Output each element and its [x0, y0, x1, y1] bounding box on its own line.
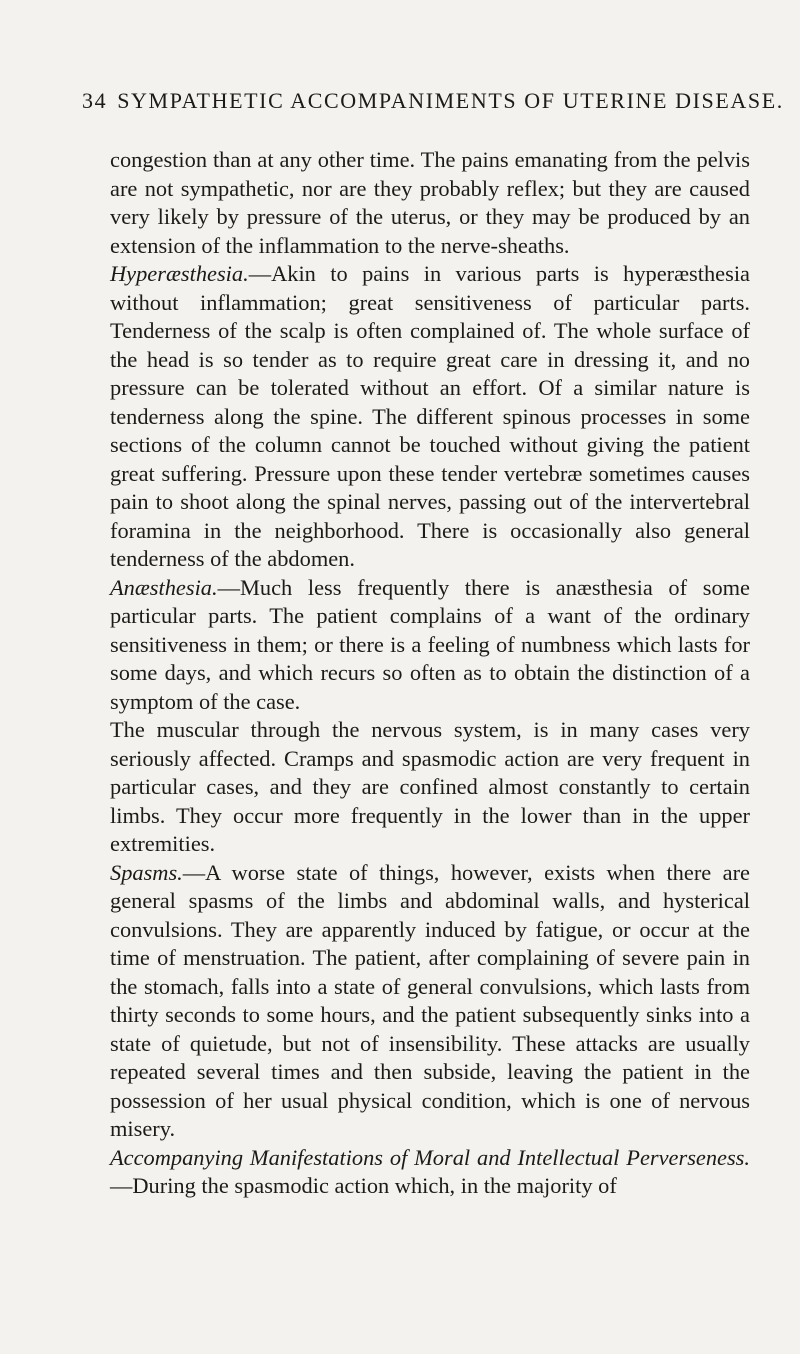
- section-lead: Anæsthesia.: [110, 574, 218, 600]
- running-head: [82, 88, 784, 114]
- paragraph-continuation: [110, 146, 750, 260]
- paragraph-anaesthesia: [110, 574, 750, 717]
- paragraph-text: —During the spasmodic action which, in the majority of: [110, 1173, 617, 1198]
- paragraph-hyperaesthesia: [110, 260, 750, 574]
- body-text: [110, 146, 750, 1201]
- section-lead: Accompanying Manifestations of Moral and Intellectual Perverseness.: [110, 1144, 750, 1170]
- paragraph-text: congestion than at any other time. The pains emanating from the pelvis are not sympathetic, nor are they probably reflex; but they are caused very likely by pressure of the uterus, or they may be produced by an extension of the inflammation to the nerve-sheaths.: [110, 147, 750, 258]
- running-title: SYMPATHETIC ACCOMPANIMENTS OF UTERINE DISEASE.: [117, 88, 784, 113]
- section-lead: Hyperæsthesia.: [110, 261, 249, 286]
- section-lead: Spasms.: [110, 859, 183, 885]
- paragraph-spasms: [110, 859, 750, 1144]
- page-number: 34: [82, 88, 108, 113]
- paragraph-text: The muscular through the nervous system, is in many cases very seriously affected. Cramps and spasmodic action are very frequent in particular cases, and they are confined almost constantly to certain limbs. They occur more frequently in the lower than in the upper extremities.: [110, 717, 750, 856]
- paragraph-text: —Much less frequently there is anæsthesia of some particular parts. The patient complains of a want of the ordinary sensitiveness in them; or there is a feeling of numbness which lasts for some days, and which recurs so often as to obtain the distinction of a symptom of the case.: [110, 574, 750, 714]
- paragraph-muscular: [110, 716, 750, 859]
- paragraph-perverseness: [110, 1144, 750, 1201]
- paragraph-text: —A worse state of things, however, exists when there are general spasms of the limbs and abdominal walls, and hysterical convulsions. They are apparently induced by fatigue, or occur at the time of menstruation. The patient, after complaining of severe pain in the stomach, falls into a state of general convulsions, which lasts from thirty seconds to some hours, and the patient subsequently sinks into a state of quietude, but not of insensibility. These attacks are usually repeated several times and then subside, leaving the patient in the possession of her usual physical condition, which is one of nervous misery.: [110, 859, 750, 1141]
- paragraph-text: —Akin to pains in various parts is hyperæsthesia without inflammation; great sensitiveness of particular parts. Tenderness of the scalp is often complained of. The whole surface of the head is so tender as to require great care in dressing it, and no pressure can be tolerated without an effort. Of a similar nature is tenderness along the spine. The different spinous processes in some sections of the column cannot be touched without giving the patient great suffering. Pressure upon these tender vertebræ sometimes causes pain to shoot along the spinal nerves, passing out of the intervertebral foramina in the neighborhood. There is occasionally also general tenderness of the abdomen.: [110, 261, 750, 571]
